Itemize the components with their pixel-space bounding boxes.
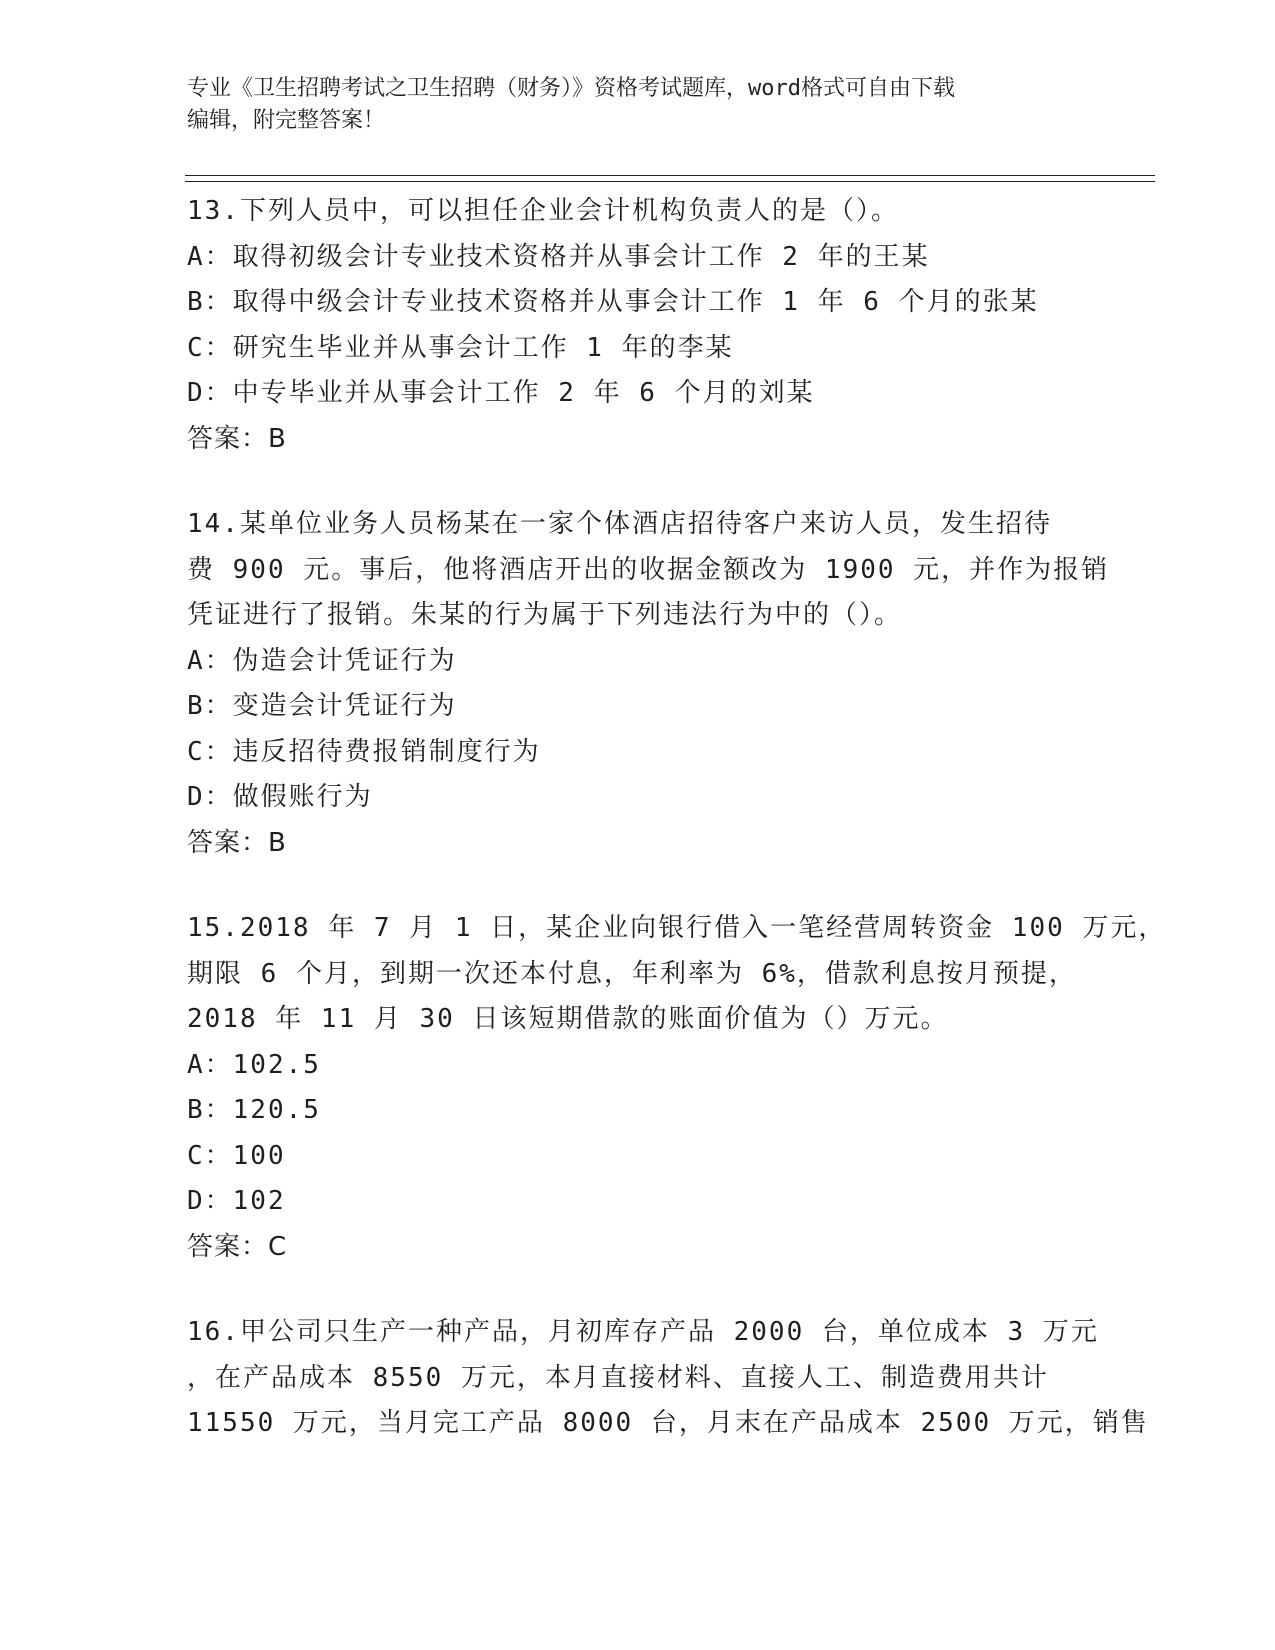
question-stem-line: 凭证进行了报销。朱某的行为属于下列违法行为中的（）。 <box>187 600 903 630</box>
question-stem-line: 15.2018 年 7 月 1 日，某企业向银行借入一笔经营周转资金 100 万元， <box>187 913 1167 943</box>
header-divider-bottom <box>185 181 1155 182</box>
document-header <box>187 73 1087 137</box>
question-stem-line: 14.某单位业务人员杨某在一家个体酒店招待客户来访人员，发生招待 <box>187 509 1052 539</box>
answer-option: C：违反招待费报销制度行为 <box>187 736 541 767</box>
question-stem-line: 11550 万元，当月完工产品 8000 台，月末在产品成本 2500 万元，销售 <box>187 1408 1149 1438</box>
question-stem-line: 13.下列人员中，可以担任企业会计机构负责人的是（）。 <box>187 196 899 226</box>
answer-option: B：变造会计凭证行为 <box>187 691 457 721</box>
answer-key: 答案：B <box>187 423 287 454</box>
answer-option: B：120.5 <box>187 1095 321 1125</box>
answer-option: A：102.5 <box>187 1049 321 1080</box>
question-block <box>187 502 1110 866</box>
answer-key: 答案：C <box>187 1231 288 1262</box>
header-line-2: 编辑，附完整答案！ <box>187 108 386 133</box>
answer-key: 答案：B <box>187 827 287 858</box>
answer-option: C：100 <box>187 1140 286 1171</box>
question-block <box>187 1310 1149 1447</box>
question-stem-line: ，在产品成本 8550 万元，本月直接材料、直接人工、制造费用共计 <box>187 1362 1049 1393</box>
question-block <box>187 906 1167 1270</box>
question-list <box>187 189 1167 1487</box>
answer-option: C：研究生毕业并从事会计工作 1 年的李某 <box>187 332 734 363</box>
answer-option: D：做假账行为 <box>187 782 373 812</box>
answer-option: A：伪造会计凭证行为 <box>187 645 457 676</box>
question-stem-line: 费 900 元。事后，他将酒店开出的收据金额改为 1900 元，并作为报销 <box>187 554 1110 585</box>
answer-option: A：取得初级会计专业技术资格并从事会计工作 2 年的王某 <box>187 241 930 272</box>
question-block <box>187 189 1087 462</box>
question-stem-line: 16.甲公司只生产一种产品，月初库存产品 2000 台，单位成本 3 万元 <box>187 1317 1099 1347</box>
answer-option: D：102 <box>187 1186 286 1216</box>
question-stem-line: 2018 年 11 月 30 日该短期借款的账面价值为（）万元。 <box>187 1004 949 1034</box>
header-divider-top <box>185 175 1155 176</box>
header-line-1: 专业《卫生招聘考试之卫生招聘（财务）》资格考试题库，word格式可自由下载 <box>187 76 955 101</box>
answer-option: B：取得中级会计专业技术资格并从事会计工作 1 年 6 个月的张某 <box>187 287 1039 317</box>
answer-option: D：中专毕业并从事会计工作 2 年 6 个月的刘某 <box>187 378 815 408</box>
question-stem-line: 期限 6 个月，到期一次还本付息，年利率为 6%，借款利息按月预提， <box>187 958 1077 989</box>
